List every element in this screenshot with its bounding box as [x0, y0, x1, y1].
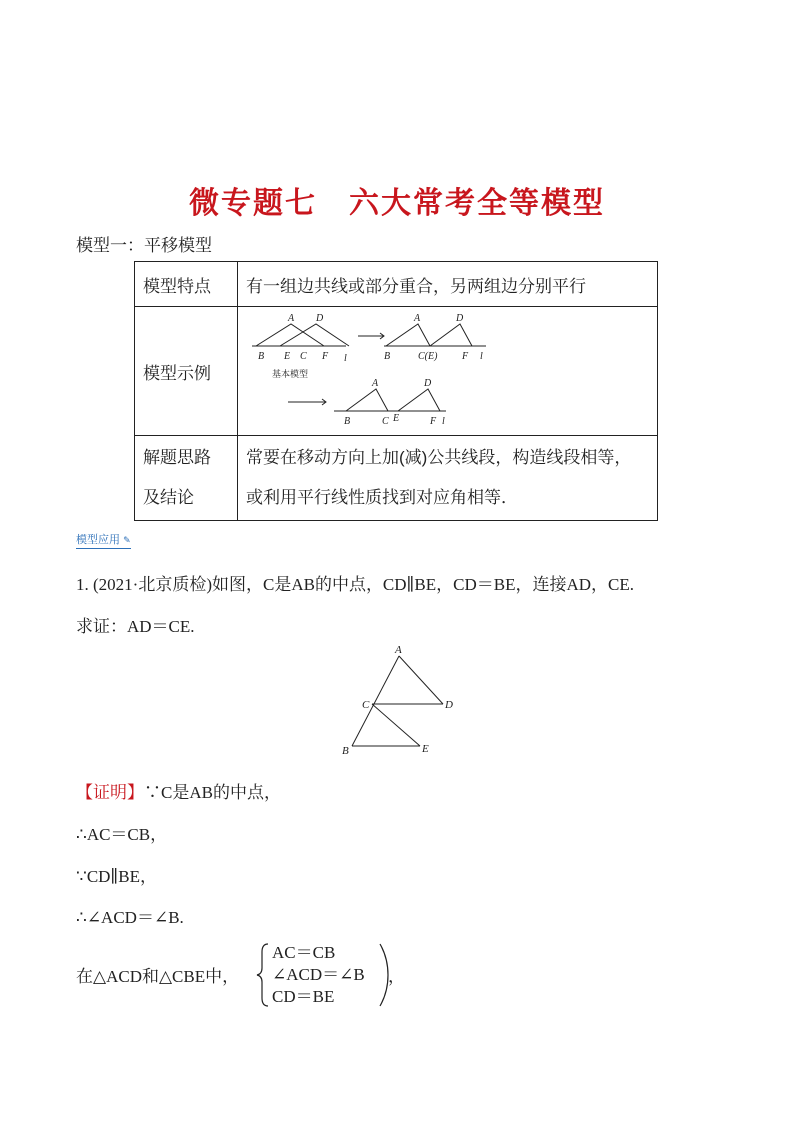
basic-model-caption: 基本模型	[272, 369, 309, 380]
system-line-3: CD＝BE	[272, 987, 335, 1006]
d1-label-c: C	[300, 350, 307, 362]
proof-step1-line	[76, 778, 281, 803]
method-label-line1: 解题思路	[143, 448, 211, 467]
feature-label: 模型特点	[135, 262, 238, 307]
method-line2: 或利用平行线性质找到对应角相等．	[246, 488, 518, 507]
d2-label-b: B	[384, 350, 391, 362]
fig-label-d: D	[445, 699, 453, 711]
fig-label-a: A	[395, 644, 402, 656]
system-prefix: 在△ACD和△CBE中，	[76, 967, 240, 986]
method-text	[238, 436, 658, 521]
fig-label-b: B	[342, 745, 349, 757]
d1-label-l: l	[344, 352, 347, 364]
d3-label-e: E	[393, 412, 400, 424]
proof-step2: ∴AC＝CB，	[76, 825, 168, 844]
proof-step4: ∴∠ACD＝∠B.	[76, 908, 184, 927]
d3-label-c: C	[382, 415, 389, 427]
example-row	[135, 307, 658, 436]
d2-label-l: l	[480, 350, 483, 362]
feature-text: 有一组边共线或部分重合，另两组边分别平行	[238, 262, 658, 307]
model-application-tag	[76, 531, 131, 549]
system-suffix: ，	[388, 967, 405, 986]
system-lines	[272, 942, 365, 1008]
proof-label: 【证明】	[76, 783, 144, 802]
page-title: 微专题七 六大常考全等模型	[189, 186, 605, 221]
d1-label-f: F	[322, 350, 329, 362]
method-row	[135, 436, 658, 521]
problem-figure	[330, 640, 470, 760]
d1-label-a: A	[288, 312, 295, 324]
system-line-1: AC＝CB	[272, 943, 336, 962]
model-table	[134, 261, 658, 521]
d1-label-d: D	[316, 312, 324, 324]
example-diagram-cell	[238, 307, 658, 436]
d1-label-e: E	[284, 350, 291, 362]
d2-label-f: F	[462, 350, 469, 362]
method-line1: 常要在移动方向上加(减)公共线段，构造线段相等，	[246, 448, 632, 467]
example-label: 模型示例	[135, 307, 238, 436]
feature-row	[135, 262, 658, 307]
pencil-icon: ✎	[123, 535, 131, 545]
d3-label-b: B	[344, 415, 351, 427]
d3-label-d: D	[424, 377, 432, 389]
d2-label-a: A	[414, 312, 421, 324]
model-heading: 模型一：平移模型	[76, 236, 212, 255]
problem-line2: 求证：AD＝CE.	[76, 617, 195, 636]
proof-step1: ∵C是AB的中点，	[144, 783, 281, 802]
d2-label-d: D	[456, 312, 464, 324]
d2-label-ce: C(E)	[418, 350, 438, 362]
d3-label-l: l	[442, 415, 445, 427]
method-label-line2: 及结论	[143, 488, 194, 507]
method-label	[135, 436, 238, 521]
system-line-2: ∠ACD＝∠B	[272, 965, 365, 984]
d3-label-f: F	[430, 415, 437, 427]
model-application-label: 模型应用	[76, 534, 120, 546]
proof-step3: ∵CD∥BE，	[76, 867, 158, 886]
problem-line1: 1. (2021·北京质检)如图，C是AB的中点，CD∥BE，CD＝BE，连接AD，CE.	[76, 575, 634, 594]
fig-label-c: C	[362, 699, 370, 711]
d3-label-a: A	[372, 377, 379, 389]
d1-label-b: B	[258, 350, 265, 362]
fig-label-e: E	[422, 743, 429, 755]
translation-model-diagrams	[246, 309, 656, 429]
